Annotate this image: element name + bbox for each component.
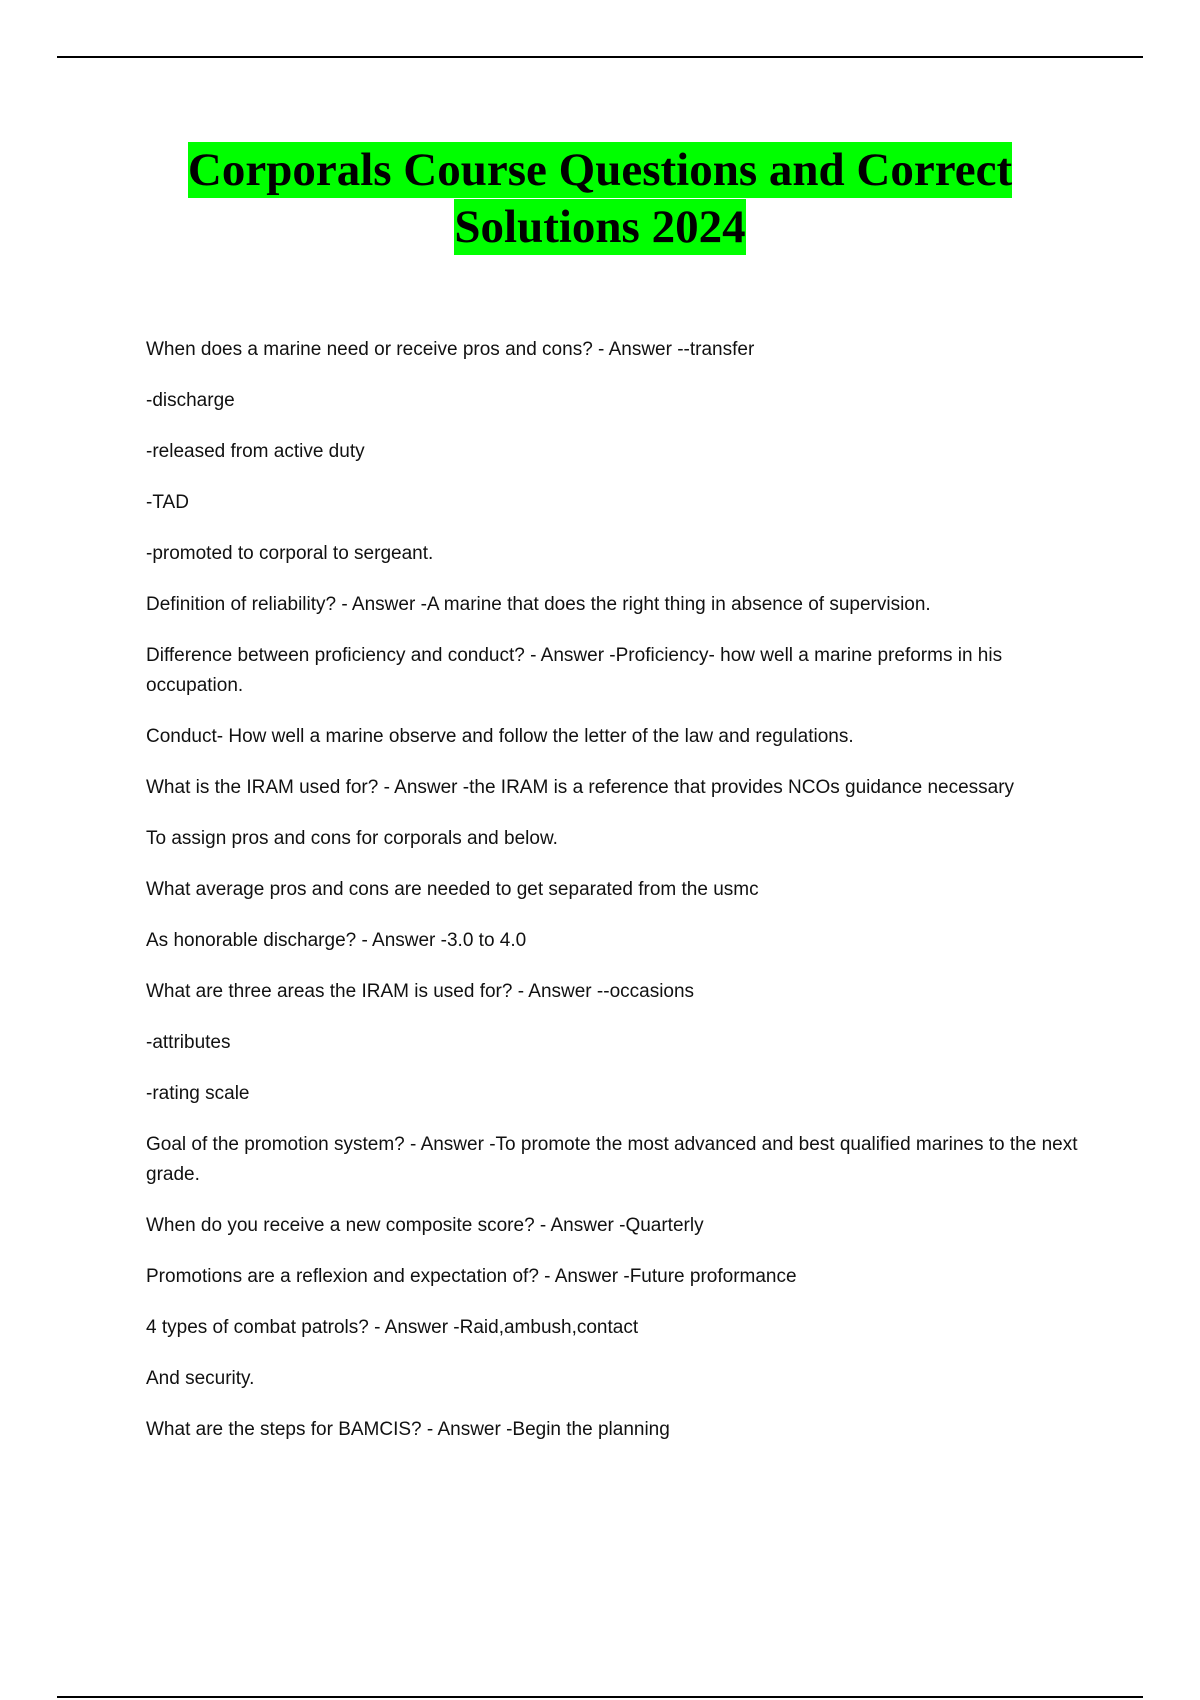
paragraph: What are three areas the IRAM is used for? - Answer --occasions	[146, 981, 695, 1002]
title-line-2: Solutions 2024	[454, 201, 746, 253]
paragraph: To assign pros and cons for corporals and below.	[146, 828, 558, 849]
paragraph: -rating scale	[146, 1083, 250, 1104]
paragraph: When does a marine need or receive pros and cons? - Answer --transfer	[146, 339, 755, 360]
paragraph: What is the IRAM used for? - Answer -the IRAM is a reference that provides NCOs guidance necessary	[146, 777, 1015, 798]
paragraph: As honorable discharge? - Answer -3.0 to 4.0	[146, 930, 527, 951]
paragraph: -discharge	[146, 390, 235, 411]
paragraph: -attributes	[146, 1032, 231, 1053]
top-rule	[57, 56, 1143, 58]
paragraph: -promoted to corporal to sergeant.	[146, 543, 434, 564]
paragraph: -TAD	[146, 492, 189, 513]
paragraph: When do you receive a new composite score? - Answer -Quarterly	[146, 1215, 704, 1236]
document-body	[146, 335, 1086, 1466]
paragraph: Goal of the promotion system? - Answer -To promote the most advanced and best qualified marines to the next grade.	[146, 1134, 1078, 1185]
bottom-rule	[57, 1696, 1143, 1698]
paragraph: What average pros and cons are needed to get separated from the usmc	[146, 879, 759, 900]
paragraph: And security.	[146, 1368, 255, 1389]
paragraph: Definition of reliability? - Answer -A marine that does the right thing in absence of supervision.	[146, 594, 931, 615]
paragraph: Conduct- How well a marine observe and follow the letter of the law and regulations.	[146, 726, 854, 747]
paragraph: Difference between proficiency and conduct? - Answer -Proficiency- how well a marine preforms in his occupation.	[146, 645, 1003, 696]
title-line-1: Corporals Course Questions and Correct	[187, 144, 1013, 196]
paragraph: What are the steps for BAMCIS? - Answer -Begin the planning	[146, 1419, 670, 1440]
paragraph: Promotions are a reflexion and expectation of? - Answer -Future proformance	[146, 1266, 797, 1287]
document-title	[0, 142, 1200, 256]
paragraph: -released from active duty	[146, 441, 365, 462]
paragraph: 4 types of combat patrols? - Answer -Raid,ambush,contact	[146, 1317, 639, 1338]
